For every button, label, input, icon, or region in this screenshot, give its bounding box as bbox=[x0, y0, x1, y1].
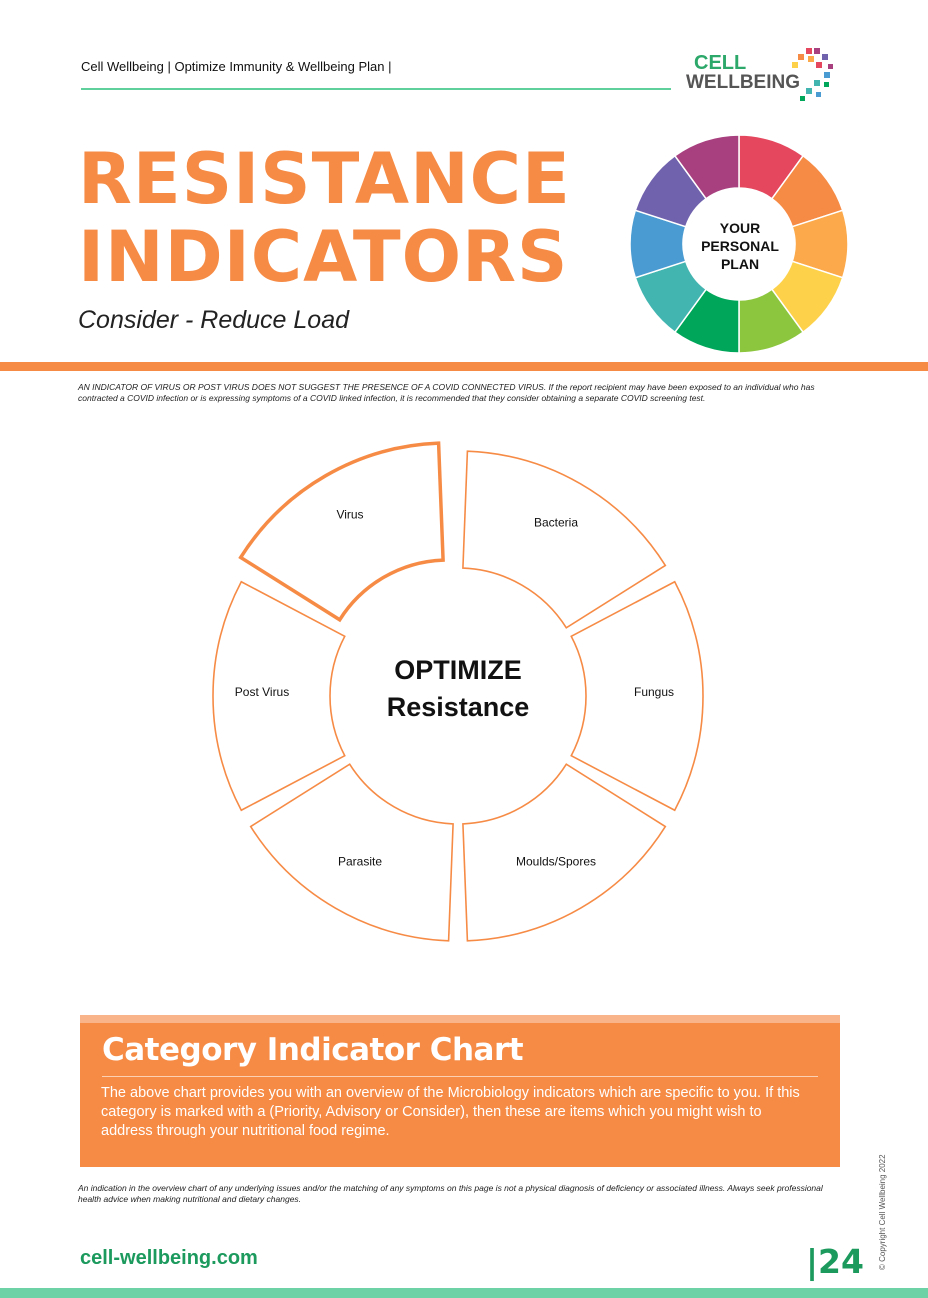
category-indicator-title: Category Indicator Chart bbox=[102, 1032, 524, 1068]
category-indicator-text: The above chart provides you with an overview of the Microbiology indicators which are specific to you. If this category is marked with a (Priority, Advisory or Consider), then these are items which you might wish to address through your nutritional food regime. bbox=[101, 1085, 800, 1139]
covid-disclaimer: AN INDICATOR OF VIRUS OR POST VIRUS DOES NOT SUGGEST THE PRESENCE OF A COVID CONNECTED VIRUS. If the report recipient may have been exposed to an individual who has contracted a COVID infection or is expressing symptoms of a COVID linked infection, it is recommended that they consider obtaining a separate COVID screening test. bbox=[78, 382, 815, 403]
donut-center-line-2: Resistance bbox=[386, 692, 530, 722]
donut-segment-label: Moulds/Spores bbox=[515, 854, 597, 869]
donut-segment-label: Parasite bbox=[337, 854, 383, 869]
plan-label-line-1: YOUR bbox=[719, 220, 761, 236]
donut-segment-label: Bacteria bbox=[533, 515, 579, 530]
page-title-line-1: RESISTANCE bbox=[78, 138, 571, 220]
plan-label-line-2: PERSONAL bbox=[701, 238, 779, 254]
page-subtitle: Consider - Reduce Load bbox=[78, 306, 349, 334]
brand-logo bbox=[686, 46, 846, 110]
logo-line-2: WELLBEING bbox=[686, 72, 800, 93]
page-number: |24 bbox=[806, 1242, 864, 1281]
footer-bar bbox=[0, 1288, 928, 1298]
copyright-notice: © Copyright Cell Wellbeing 2022 bbox=[878, 1154, 887, 1270]
donut-segment-label: Post Virus bbox=[234, 685, 290, 699]
page-title-line-2: INDICATORS bbox=[78, 216, 569, 298]
donut-segment-parasite bbox=[251, 764, 453, 941]
donut-segment-shape bbox=[463, 764, 665, 941]
donut-segment-moulds-spores bbox=[463, 764, 665, 941]
section-divider-bar bbox=[0, 362, 928, 371]
panel-top-band bbox=[80, 1015, 840, 1023]
page-title bbox=[78, 140, 571, 296]
logo-line-1: CELL bbox=[694, 52, 747, 74]
header-title: Cell Wellbeing | Optimize Immunity & Wellbeing Plan | bbox=[81, 59, 392, 74]
donut-center-line-1: OPTIMIZE bbox=[394, 655, 522, 685]
donut-segment-bacteria bbox=[463, 451, 665, 628]
logo-mosaic-icon bbox=[784, 46, 840, 108]
donut-segment-virus bbox=[241, 443, 443, 620]
personal-plan-label bbox=[688, 219, 792, 273]
website-link[interactable]: cell-wellbeing.com bbox=[80, 1247, 258, 1269]
donut-segment-shape bbox=[463, 451, 665, 628]
donut-segment-shape bbox=[241, 443, 443, 620]
donut-segment-label: Fungus bbox=[633, 685, 675, 699]
header-divider bbox=[81, 88, 671, 90]
donut-segment-label: Virus bbox=[336, 507, 364, 522]
donut-segment-post-virus bbox=[213, 582, 345, 811]
health-footnote: An indication in the overview chart of any underlying issues and/or the matching of any symptoms on this page is not a physical diagnosis of deficiency or associated illness. Always seek professional health advice when making nutritional and dietary changes. bbox=[78, 1183, 823, 1204]
plan-label-line-3: PLAN bbox=[720, 256, 760, 272]
resistance-donut-chart bbox=[0, 430, 928, 970]
category-indicator-rule bbox=[102, 1076, 818, 1077]
donut-segment-fungus bbox=[571, 582, 703, 811]
donut-segment-shape bbox=[251, 764, 453, 941]
